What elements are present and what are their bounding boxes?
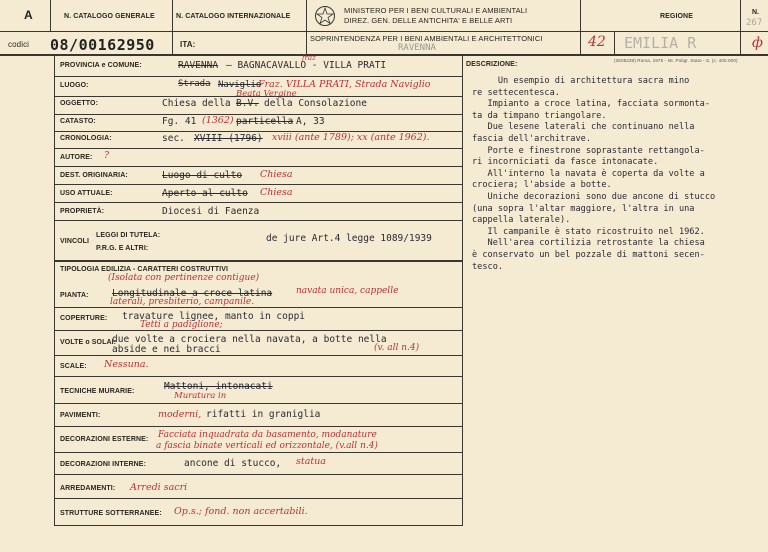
prg-label: P.R.G. E ALTRI: <box>96 245 149 252</box>
volte-value-1: due volte a crociera nella navata, a botte nella <box>112 334 387 345</box>
provincia-note: fraz <box>302 54 316 62</box>
vincoli-value: de jure Art.4 legge 1089/1939 <box>266 233 432 244</box>
row-line <box>54 307 463 308</box>
form-right-border <box>462 56 463 526</box>
form-left-border <box>54 56 55 526</box>
scale-hand: Nessuna. <box>104 359 149 370</box>
pianta-hand-1: navata unica, cappelle <box>296 286 399 296</box>
catasto-value-b: particella <box>236 116 294 127</box>
description-line: tesco. <box>472 261 504 272</box>
oggetto-value-struck: B.V. <box>236 98 259 109</box>
pavimenti-value: rifatti in graniglia <box>206 409 321 420</box>
tecniche-label: TECNICHE MURARIE: <box>60 388 135 395</box>
row-line <box>54 426 463 427</box>
regione-value: EMILIA R <box>624 34 697 52</box>
description-line: Il campanile è stato ricostruito nel 1962. <box>472 226 705 237</box>
row-line <box>54 355 463 356</box>
row-line <box>54 498 463 499</box>
catalogo-internazionale-label: N. CATALOGO INTERNAZIONALE <box>176 13 291 20</box>
catasto-value-c: A, 33 <box>296 116 325 127</box>
oggetto-value-b: della Consolazione <box>264 98 367 109</box>
decorazioni-interne-hand: statua <box>296 456 326 467</box>
luogo-hand: Fraz. VILLA PRATI, Strada Naviglio <box>258 79 431 90</box>
row-line <box>54 184 463 185</box>
descrizione-label: DESCRIZIONE: <box>466 61 518 68</box>
autore-hand: ? <box>104 150 110 161</box>
description-line: Nell'area cortilizia retrostante la chiesa <box>472 238 705 249</box>
description-body <box>472 76 762 273</box>
republic-emblem-icon <box>314 5 336 27</box>
leggi-label: LEGGI DI TUTELA: <box>96 232 161 239</box>
strutture-label: STRUTTURE SOTTERRANEE: <box>60 510 162 517</box>
soprintendenza-code: 42 <box>588 34 606 50</box>
vincoli-label: VINCOLI <box>60 238 90 245</box>
row-line <box>54 403 463 404</box>
n-value-2: ф <box>752 35 763 51</box>
catalogo-generale-value: 08/00162950 <box>50 36 155 54</box>
print-note: (3605239) Roma, 1975 - Ist. Poligr. Stato - S. (c. 400.000) <box>614 58 738 63</box>
row-line <box>54 76 463 77</box>
luogo-label: LUOGO: <box>60 82 89 89</box>
header-col-line <box>740 0 741 55</box>
description-line: crociera; l'abside a botte. <box>472 180 612 191</box>
catasto-label: CATASTO: <box>60 118 96 125</box>
header-col-line <box>172 0 173 55</box>
row-line <box>54 474 463 475</box>
soprintendenza-city: RAVENNA <box>398 43 436 53</box>
ita-label: ITA: <box>180 40 196 49</box>
header-col-line <box>614 32 615 55</box>
pavimenti-hand: moderni, <box>158 409 202 420</box>
decorazioni-esterne-label: DECORAZIONI ESTERNE: <box>60 436 149 443</box>
luogo-struck-2: Naviglio <box>218 80 262 90</box>
cronologia-value: sec. <box>162 133 185 144</box>
description-line: Due lesene laterali che continuano nella <box>472 122 695 133</box>
row-line <box>54 452 463 453</box>
pianta-value: Longitudinale a croce latina <box>112 288 273 299</box>
tecniche-hand: Muratura in <box>174 391 227 401</box>
description-line: fascia dell'architrave. <box>472 133 591 144</box>
proprieta-label: PROPRIETÀ: <box>60 208 105 215</box>
uso-attuale-hand: Chiesa <box>260 187 293 198</box>
description-line: Impianto a croce latina, facciata sormonta- <box>472 99 710 110</box>
coperture-label: COPERTURE: <box>60 315 108 322</box>
pavimenti-label: PAVIMENTI: <box>60 412 101 419</box>
uso-attuale-label: USO ATTUALE: <box>60 190 113 197</box>
ministry-line-1: MINISTERO PER I BENI CULTURALI E AMBIENTALI <box>344 6 528 15</box>
row-line <box>54 376 463 377</box>
oggetto-hand: Beata Vergine <box>236 89 297 99</box>
row-line <box>54 202 463 203</box>
catasto-hand: (1362) <box>202 115 234 126</box>
strutture-hand: Op.s.; fond. non accertabili. <box>174 506 308 517</box>
coperture-hand: Tetti a padiglione; <box>140 320 223 330</box>
cronologia-struck: XVIII (1796) <box>194 133 263 144</box>
arredamenti-hand: Arredi sacri <box>130 482 188 493</box>
description-line: All'interno la navata è coperta da volte a <box>472 168 705 179</box>
section-line <box>54 260 463 262</box>
tecniche-struck: Mattoni, intonacati <box>164 381 273 392</box>
description-line: (una sopra l'altar maggiore, l'altra in una <box>472 203 695 214</box>
description-line: re settecentesca. <box>472 87 560 98</box>
decorazioni-interne-value: ancone di stucco, <box>184 458 282 469</box>
arredamenti-label: ARREDAMENTI: <box>60 485 116 492</box>
header-col-line <box>580 0 581 55</box>
header-bottom-rule <box>0 54 768 56</box>
provincia-value-struck: RAVENNA <box>178 60 219 71</box>
row-line <box>54 114 463 115</box>
row-line <box>54 330 463 331</box>
description-line: è conservato un bel pozzale di mattoni secen- <box>472 249 705 260</box>
uso-attuale-struck: Aperto al culto <box>162 188 248 199</box>
decorazioni-interne-label: DECORAZIONI INTERNE: <box>60 461 146 468</box>
form-bottom-border <box>54 525 463 526</box>
row-line <box>54 166 463 167</box>
cronologia-hand: xviii (ante 1789); xx (ante 1962). <box>272 132 430 143</box>
header-col-line <box>306 0 307 55</box>
provincia-label: PROVINCIA e COMUNE: <box>60 62 142 69</box>
description-line: Porte e finestrone soprastante rettangola- <box>472 145 705 156</box>
card-letter: A <box>24 8 33 22</box>
description-line: cappella laterale). <box>472 215 571 226</box>
dest-originaria-struck: Luogo di culto <box>162 170 243 181</box>
volte-label: VOLTE o SOLAI: <box>60 339 117 346</box>
provincia-value: — BAGNACAVALLO - VILLA PRATI <box>226 60 387 71</box>
dest-originaria-label: DEST. ORIGINARIA: <box>60 172 128 179</box>
tipologia-hand: (Isolata con pertinenze contigue) <box>108 273 260 283</box>
decorazioni-esterne-hand-1: Facciata inquadrata da basamento, modanature <box>158 430 377 440</box>
ministry-line-2: DIREZ. GEN. DELLE ANTICHITA' E BELLE ARTI <box>344 16 513 25</box>
oggetto-label: OGGETTO: <box>60 100 99 107</box>
tipologia-label: TIPOLOGIA EDILIZIA - CARATTERI COSTRUTTIVI <box>60 266 229 273</box>
scale-label: SCALE: <box>60 363 87 370</box>
coperture-value: travature lignee, manto in coppi <box>122 311 306 322</box>
pianta-label: PIANTA: <box>60 292 89 299</box>
oggetto-value-a: Chiesa della <box>162 98 231 109</box>
soprintendenza-label: SOPRINTENDENZA PER I BENI AMBIENTALI E ARCHITETTONICI <box>310 34 543 43</box>
description-line: Uniche decorazioni sono due ancone di stucco <box>472 191 716 202</box>
header-divider <box>0 31 768 32</box>
pianta-hand-2: laterali, presbiterio, campanile. <box>110 297 255 307</box>
autore-label: AUTORE: <box>60 154 93 161</box>
description-line: ta da timpano triangolare. <box>472 110 607 121</box>
row-line <box>54 148 463 149</box>
catasto-value-a: Fg. 41 <box>162 116 197 127</box>
n-value: 267 <box>746 18 763 28</box>
n-label: N. <box>752 9 760 16</box>
cronologia-label: CRONOLOGIA: <box>60 135 112 142</box>
decorazioni-esterne-hand-2: a fascia binate verticali ed orizzontale, (v.all n.4) <box>156 441 378 451</box>
row-line <box>54 220 463 221</box>
regione-label: REGIONE <box>660 13 693 20</box>
codici-label: codici <box>8 40 30 49</box>
description-line: Un esempio di architettura sacra mino <box>472 76 690 86</box>
catalogo-generale-label: N. CATALOGO GENERALE <box>64 13 155 20</box>
volte-hand: (v. all n.4) <box>374 343 420 353</box>
luogo-struck-1: Strada <box>178 79 211 89</box>
header-col-line <box>50 0 51 31</box>
volte-value-2: abside e nei bracci <box>112 344 221 355</box>
dest-originaria-hand: Chiesa <box>260 169 293 180</box>
proprieta-value: Diocesi di Faenza <box>162 206 260 217</box>
description-line: ri incorniciati da fasce intonacate. <box>472 157 659 168</box>
